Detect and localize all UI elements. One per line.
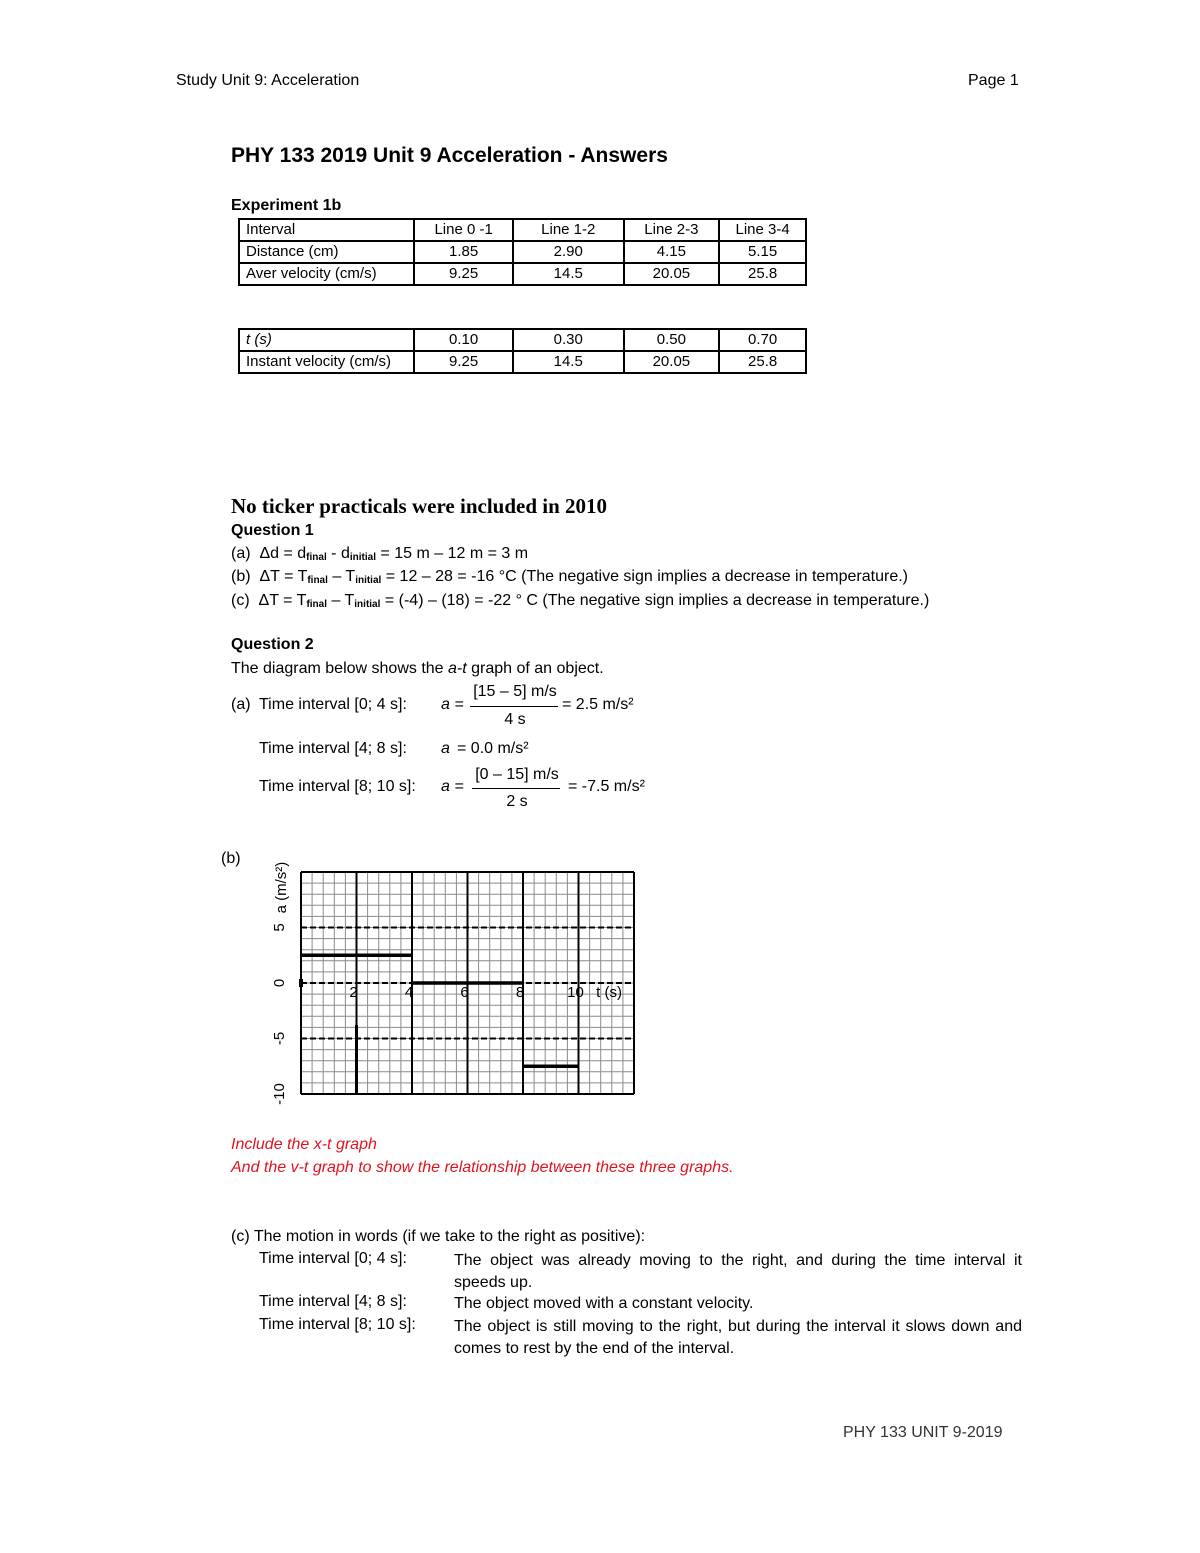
- table-cell: t (s): [239, 329, 414, 351]
- q1a-mid: - d: [326, 545, 350, 562]
- table-cell: 0.10: [414, 329, 513, 351]
- q2a-int3-rhs: = -7.5 m/s²: [568, 778, 645, 795]
- x-tick-label: 4: [404, 984, 414, 1001]
- q1-answer-a: [231, 545, 528, 563]
- acceleration-time-chart: [250, 850, 650, 1120]
- x-tick-label: 6: [460, 984, 469, 1001]
- chart-marks: [299, 955, 579, 1094]
- y-tick-label: 0: [271, 978, 288, 988]
- y-tick-label: -10: [271, 1083, 288, 1105]
- q2-intro-pre: The diagram below shows the: [231, 660, 448, 677]
- x-tick-label: 10: [567, 984, 584, 1001]
- q2a-int1-rhs: = 2.5 m/s²: [562, 696, 634, 713]
- table-row: [239, 219, 806, 241]
- q2c-row3-text: The object is still moving to the right, but during the interval it slows down and comes to rest by the end of the interval.: [454, 1318, 1022, 1357]
- table-cell: 5.15: [719, 241, 806, 263]
- no-ticker-heading: No ticker practicals were included in 2010: [231, 494, 608, 518]
- header-right: Page 1: [968, 72, 1019, 89]
- table-row: [239, 351, 806, 373]
- table-cell: 14.5: [513, 263, 624, 285]
- q2a-label: (a): [231, 696, 251, 713]
- table-cell: 14.5: [513, 351, 624, 373]
- q2c-row2-text: The object moved with a constant velocity.: [454, 1295, 754, 1312]
- origin-marker: [299, 979, 303, 987]
- q2a-int1-numerator: [15 – 5] m/s: [473, 683, 557, 700]
- q1b-sub1: final: [307, 575, 328, 586]
- q2a-int1-label: Time interval [0; 4 s]:: [259, 696, 407, 713]
- table-cell: 20.05: [624, 351, 720, 373]
- q2a-int2-lhs: a: [441, 740, 450, 757]
- table-cell: 20.05: [624, 263, 720, 285]
- q1c-end: = (-4) – (18) = -22 ° C (The negative sign implies a decrease in temperature.): [380, 592, 930, 609]
- q1c-text: ΔT = T: [258, 592, 307, 609]
- q1b-mid: – T: [327, 568, 356, 585]
- q2c-row2-label: Time interval [4; 8 s]:: [259, 1293, 407, 1310]
- table-row: [239, 241, 806, 263]
- q1a-end: = 15 m – 12 m = 3 m: [375, 545, 529, 562]
- table-cell: 1.85: [414, 241, 513, 263]
- y-tick-label: 5: [271, 923, 288, 932]
- q1a-label: (a): [231, 545, 251, 562]
- table-cell: Line 0 -1: [414, 219, 513, 241]
- footer: PHY 133 UNIT 9-2019: [843, 1424, 1003, 1441]
- q2a-int2-label: Time interval [4; 8 s]:: [259, 740, 407, 757]
- red-note-line-1: Include the x-t graph: [231, 1136, 377, 1153]
- q2-intro-ital: a-t: [448, 660, 467, 677]
- q1b-text: ΔT = T: [259, 568, 308, 585]
- q2c-row3-label: Time interval [8; 10 s]:: [259, 1316, 416, 1333]
- table-cell: 0.30: [513, 329, 624, 351]
- q1c-sub1: final: [306, 599, 327, 610]
- question-1-heading: Question 1: [231, 522, 314, 539]
- q2-intro: [231, 660, 604, 678]
- q1b-sub2: initial: [355, 575, 382, 586]
- q2a-int3-label: Time interval [8; 10 s]:: [259, 778, 416, 795]
- q1-answer-c: [231, 592, 929, 610]
- x-tick-label: 2: [349, 984, 358, 1001]
- q2a-int3-lhs: a =: [441, 778, 464, 795]
- table-cell: Line 1-2: [513, 219, 624, 241]
- table-cell: 0.70: [719, 329, 806, 351]
- table-cell: 25.8: [719, 263, 806, 285]
- q1-answer-b: [231, 568, 908, 586]
- x-tick-label: 8: [515, 984, 525, 1001]
- table-cell: 9.25: [414, 351, 513, 373]
- x-axis-label: t (s): [596, 984, 622, 1001]
- q2c-intro: (c) The motion in words (if we take to the right as positive):: [231, 1228, 646, 1245]
- fraction-bar: [470, 706, 558, 707]
- q2a-int1-denominator: 4 s: [504, 711, 526, 728]
- table-cell: Line 3-4: [719, 219, 806, 241]
- experiment-table-2: [238, 328, 807, 374]
- q2a-int3-numerator: [0 – 15] m/s: [475, 766, 559, 783]
- q2a-int3-denominator: 2 s: [506, 793, 528, 810]
- table-cell: Distance (cm): [239, 241, 414, 263]
- page-title: PHY 133 2019 Unit 9 Acceleration - Answers: [231, 144, 668, 167]
- q1a-sub1: final: [306, 552, 327, 563]
- experiment-table-1: [238, 218, 807, 286]
- table-row: [239, 329, 806, 351]
- experiment-heading: Experiment 1b: [231, 197, 342, 214]
- q1c-label: (c): [231, 592, 250, 609]
- table-cell: Interval: [239, 219, 414, 241]
- q1c-sub2: initial: [354, 599, 381, 610]
- red-note-line-2: And the v-t graph to show the relationship between these three graphs.: [231, 1159, 734, 1176]
- q1a-sub2: initial: [349, 552, 376, 563]
- table-cell: 0.50: [624, 329, 720, 351]
- q1c-mid: – T: [327, 592, 355, 609]
- table-cell: 9.25: [414, 263, 513, 285]
- q1a-text: Δd = d: [259, 545, 307, 562]
- table-cell: Instant velocity (cm/s): [239, 351, 414, 373]
- q2a-int1-lhs: a =: [441, 696, 464, 713]
- table-cell: 2.90: [513, 241, 624, 263]
- table-cell: Line 2-3: [624, 219, 720, 241]
- q1b-label: (b): [231, 568, 251, 585]
- table-cell: Aver velocity (cm/s): [239, 263, 414, 285]
- question-2-heading: Question 2: [231, 636, 314, 653]
- table-cell: 25.8: [719, 351, 806, 373]
- q2c-row1-label: Time interval [0; 4 s]:: [259, 1250, 407, 1267]
- q2a-int2-rhs: = 0.0 m/s²: [457, 740, 529, 757]
- table-cell: 4.15: [624, 241, 720, 263]
- q2-intro-post: graph of an object.: [466, 660, 604, 677]
- y-tick-label: -5: [271, 1031, 288, 1046]
- table-row: [239, 263, 806, 285]
- y-axis-label: a (m/s²): [273, 861, 290, 914]
- q2b-label: (b): [221, 850, 241, 867]
- q1b-end: = 12 – 28 = -16 °C (The negative sign implies a decrease in temperature.): [381, 568, 908, 585]
- q2c-row1-text: The object was already moving to the right, and during the time interval it speeds up.: [454, 1252, 1022, 1291]
- header-left: Study Unit 9: Acceleration: [176, 72, 360, 89]
- fraction-bar: [472, 788, 560, 789]
